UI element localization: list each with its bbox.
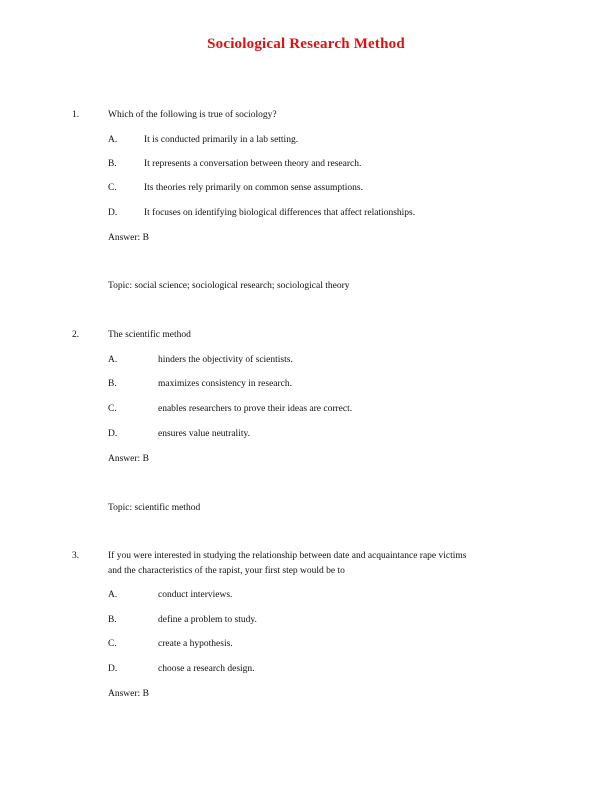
option-text: conduct interviews. xyxy=(158,590,233,600)
option-text: ensures value neutrality. xyxy=(158,429,250,439)
answer-label: Answer: B xyxy=(108,233,149,243)
question-text-line-2: and the characteristics of the rapist, your first step would be to xyxy=(108,566,345,576)
option-letter: B. xyxy=(108,159,117,169)
question-number: 2. xyxy=(72,330,80,340)
option-text: choose a research design. xyxy=(158,664,255,674)
option-letter: D. xyxy=(108,664,118,674)
option-letter: A. xyxy=(108,590,118,600)
option-text: enables researchers to prove their ideas are correct. xyxy=(158,404,353,414)
option-letter: D. xyxy=(108,429,118,439)
document-title: Sociological Research Method xyxy=(207,36,405,52)
answer-label: Answer: B xyxy=(108,454,149,464)
question-text: Which of the following is true of sociology? xyxy=(108,110,277,120)
option-letter: A. xyxy=(108,355,118,365)
option-text: Its theories rely primarily on common sense assumptions. xyxy=(144,183,363,193)
question-text-line-1: If you were interested in studying the relationship between date and acquaintance rape victims xyxy=(108,551,467,561)
option-letter: B. xyxy=(108,379,117,389)
option-letter: B. xyxy=(108,615,117,625)
option-text: hinders the objectivity of scientists. xyxy=(158,355,293,365)
option-letter: A. xyxy=(108,135,118,145)
option-letter: C. xyxy=(108,183,117,193)
option-text: maximizes consistency in research. xyxy=(158,379,293,389)
topic-label: Topic: scientific method xyxy=(108,503,201,513)
option-letter: C. xyxy=(108,639,117,649)
topic-label: Topic: social science; sociological research; sociological theory xyxy=(108,281,350,291)
option-text: It represents a conversation between theory and research. xyxy=(144,159,362,169)
option-letter: C. xyxy=(108,404,117,414)
option-text: It focuses on identifying biological differences that affect relationships. xyxy=(144,208,416,218)
option-text: create a hypothesis. xyxy=(158,639,233,649)
option-text: It is conducted primarily in a lab setting. xyxy=(144,135,299,145)
option-letter: D. xyxy=(108,208,118,218)
question-number: 1. xyxy=(72,110,80,120)
question-number: 3. xyxy=(72,551,80,561)
answer-label: Answer: B xyxy=(108,689,149,699)
question-text: The scientific method xyxy=(108,330,191,340)
option-text: define a problem to study. xyxy=(158,615,257,625)
